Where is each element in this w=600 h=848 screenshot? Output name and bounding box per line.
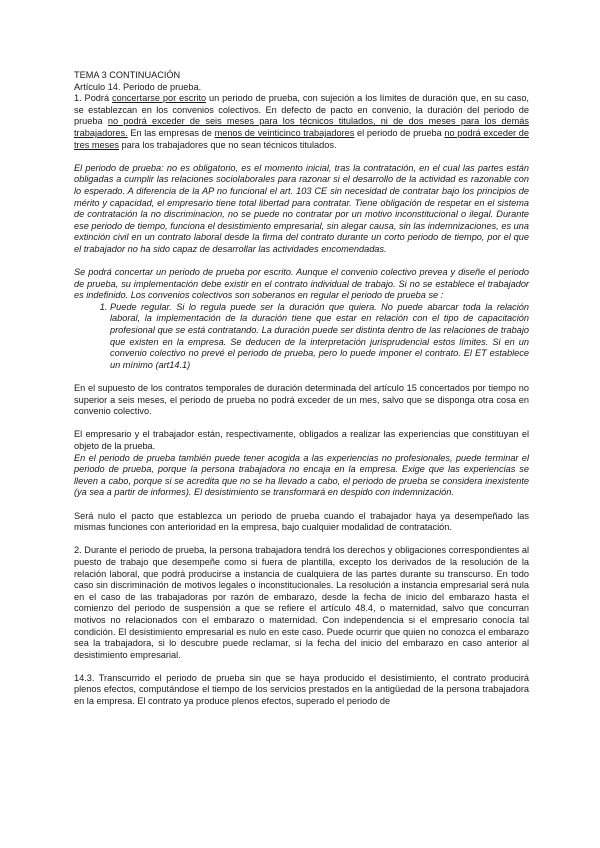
section-title: TEMA 3 CONTINUACIÓN bbox=[74, 70, 181, 80]
paragraph-3: Se podrá concertar un periodo de prueba por escrito. Aunque el convenio colectivo prevea y diseñe el periodo de prueba, su implementación debe existir en el contrato individual de trabajo. Si no se establece el trabajador es indefinido. Los convenios colectivos son soberanos en regular el periodo de prueba se : bbox=[74, 267, 529, 301]
paragraph-4: En el supuesto de los contratos temporales de duración determinada del artículo 15 concertados por tiempo no superior a seis meses, el periodo de prueba no podrá exceder de un mes, salvo que se disponga otra cosa en convenio colectivo. bbox=[74, 383, 529, 417]
paragraph-6: Será nulo el pacto que establezca un periodo de prueba cuando el trabajador haya ya desempeñado las mismas funciones con anterioridad en la empresa, bajo cualquier modalidad de contratación. bbox=[74, 510, 529, 533]
paragraph-5: El empresario y el trabajador están, respectivamente, obligados a realizar las experiencias que constituyan el objeto de la prueba. bbox=[74, 429, 529, 451]
paragraph-7: 2. Durante el periodo de prueba, la persona trabajadora tendrá los derechos y obligaciones correspondientes al puesto de trabajo que desempeñe como si fuera de plantilla, excepto los derivados de la resolución de la relación laboral, que podrá producirse a instancia de cualquiera de las partes durante su transcurso. En todo caso sin discriminación de motivos legales o inconstitucionales. La resolución a instancia empresarial será nula en el caso de las trabajadoras por razón de embarazo, desde la fecha de inicio del embarazo hasta el comienzo del periodo de suspensión a que se refiere el artículo 48.4, o maternidad, salvo que concurran motivos no relacionados con el embarazo o maternidad. Con independencia si el empresario conocía tal condición. El desistimiento empresarial es nulo en este caso. Puede ocurrir que quien no conozca el embarazo sea la trabajadora, si lo descubre puede reclamar, si la fecha del inicio del embarazo en caso anterior al desistimiento empresarial. bbox=[74, 545, 529, 660]
paragraph-5-note: En el periodo de prueba también puede tener acogida a las experiencias no profesionales, puede terminar el periodo de prueba, porque la persona trabajadora no encaja en la empresa. Exige que las experiencias se lleven a cabo, porque si se acredita que no se ha llevado a cabo, el periodo de prueba se considera inexistente (ya sea a partir de informes). El desistimiento se transformará en despido con indemnización. bbox=[74, 452, 529, 498]
paragraph-1: 1. Podrá concertarse por escrito un periodo de prueba, con sujeción a los límites de duración que, en su caso, se establezcan en los convenios colectivos. En defecto de pacto en convenio, la duración del periodo de prueba no podrá exceder de seis meses para los técnicos titulados, ni de dos meses para los demás trabajadores. En las empresas de menos de veinticinco trabajadores el periodo de prueba no podrá exceder de tres meses para los trabajadores que no sean técnicos titulados. bbox=[74, 93, 530, 150]
document-page bbox=[74, 70, 529, 708]
paragraph-8: 14.3. Transcurrido el periodo de prueba sin que se haya producido el desistimiento, el contrato producirá plenos efectos, computándose el tiempo de los servicios prestados en la antigüedad de la persona trabajadora en la empresa. El contrato ya produce plenos efectos, superado el periodo de bbox=[74, 672, 529, 707]
rules-list bbox=[74, 302, 529, 372]
paragraph-2: El periodo de prueba: no es obligatorio, es el momento inicial, tras la contratación, en el cual las partes están obligadas a cumplir las relaciones sociolaborales para razonar si el desarrollo de la actividad es razonable con lo esperado. A diferencia de la AP no funcional el art. 103 CE sin necesidad de contratar bajo los principios de mérito y capacidad, el empresario tiene total libertad para contratar. Tiene obligación de respetar en el sistema de contratación la no discriminacion, no se puede no contratar por un motivo inconstitucional o ilegal. Durante ese periodo de tiempo, funciona el desistimiento empresarial, sin alegar causa, sin las indemnizaciones, es una extinción civil en un contrato laboral desde la firma del contrato durante un corto periodo de tiempo, por el que el trabajador no ha sido capaz de desarrollar las actividades encomendadas. bbox=[74, 162, 529, 254]
list-item: 1. Puede regular. Si lo regula puede ser la duración que quiera. No puede abarcar toda la relación laboral, la implementación de la duración tiene que estar en relación con el tipo de capacitación profesional que se está contratando. La duración puede ser distinta dentro de las relaciones de trabajo que existen en la empresa. Se deducen de la interpretación jurisprudencial estos límites. Si en un convenio colectivo no prevé el periodo de prueba, pero lo puede imponer el contrato. El ET establece un mínimo (art14.1) bbox=[110, 302, 529, 372]
article-title: Artículo 14. Periodo de prueba. bbox=[74, 81, 202, 92]
